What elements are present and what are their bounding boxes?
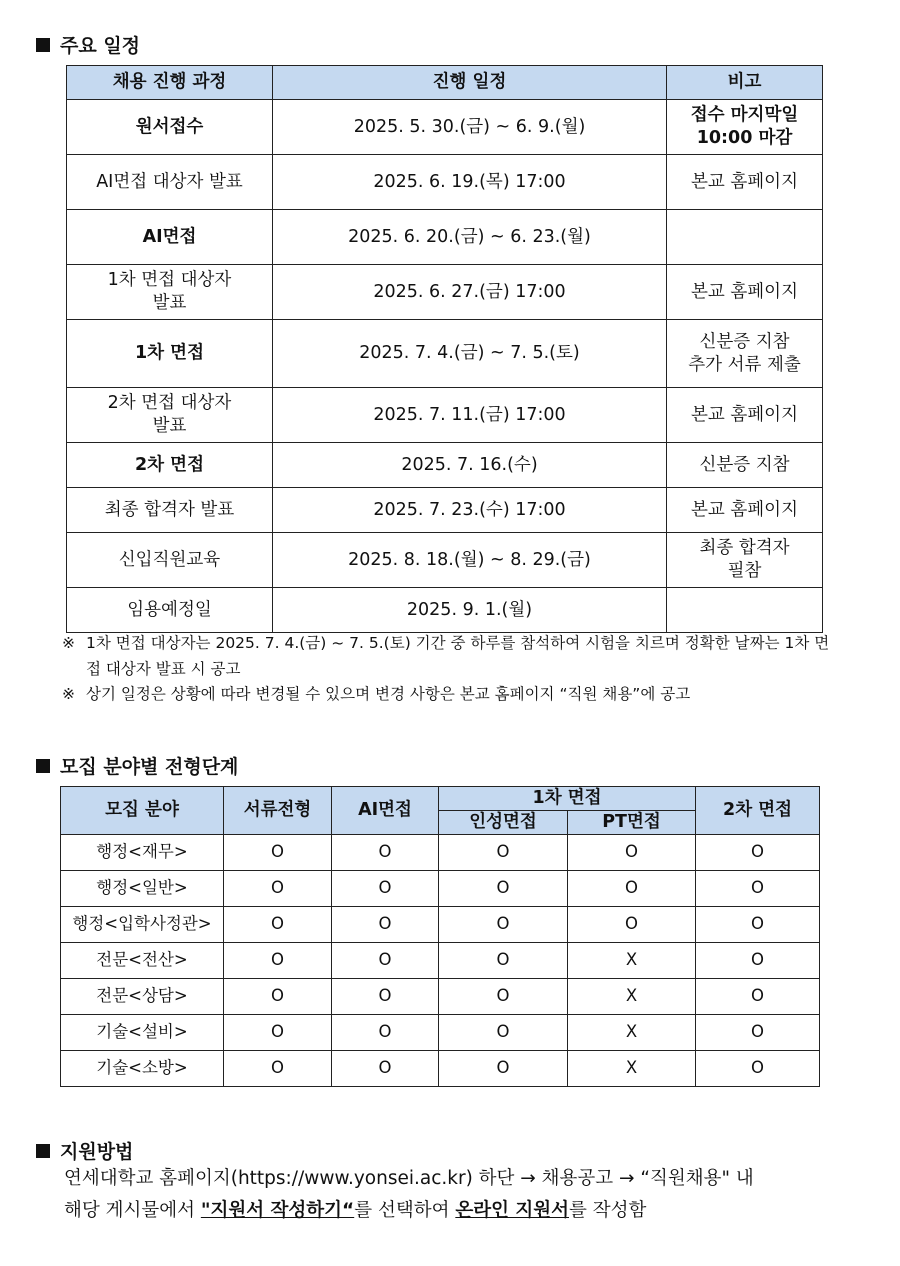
table-row [61, 978, 820, 1014]
header-second-interview: 2차 면접 [696, 787, 820, 835]
header-stage: 채용 진행 과정 [67, 66, 273, 100]
apply-line: 연세대학교 홈페이지(https://www.yonsei.ac.kr) 하단 → 채용공고 → “직원채용" 내 [64, 1168, 754, 1189]
stage-mark-cell: O [696, 1050, 820, 1086]
note-item [62, 631, 832, 682]
table-row [61, 870, 820, 906]
note-line: 본교 홈페이지 [691, 404, 798, 425]
note-line: 신분증 지참 [699, 331, 790, 352]
field-cell: 전문<전산> [61, 942, 224, 978]
square-bullet-icon [36, 38, 50, 52]
schedule-cell: 2025. 6. 20.(금) ~ 6. 23.(월) [273, 210, 667, 265]
stage-mark-cell: O [439, 978, 568, 1014]
stage-mark-cell: O [568, 870, 696, 906]
note-line: 신분증 지참 [699, 454, 790, 475]
header-note: 비고 [667, 66, 823, 100]
note-cell [667, 388, 823, 443]
table-row [67, 210, 823, 265]
header-field: 모집 분야 [61, 787, 224, 835]
stage-mark-cell: O [568, 834, 696, 870]
table-row [67, 100, 823, 155]
field-cell: 행정<입학사정관> [61, 906, 224, 942]
table-row [67, 443, 823, 488]
field-cell: 기술<소방> [61, 1050, 224, 1086]
table-header-row [67, 66, 823, 100]
note-line: 추가 서류 제출 [688, 354, 801, 375]
table-row [67, 155, 823, 210]
stage-mark-cell: O [224, 978, 332, 1014]
schedule-table [66, 65, 823, 633]
field-cell: 기술<설비> [61, 1014, 224, 1050]
field-cell: 행정<일반> [61, 870, 224, 906]
schedule-cell: 2025. 7. 4.(금) ~ 7. 5.(토) [273, 320, 667, 388]
note-line: 필참 [727, 561, 762, 581]
square-bullet-icon [36, 759, 50, 773]
apply-text: 를 작성함 [569, 1200, 647, 1222]
note-line: 본교 홈페이지 [691, 171, 798, 192]
note-cell [667, 155, 823, 210]
schedule-cell: 2025. 7. 23.(수) 17:00 [273, 488, 667, 533]
stage-cell: 신입직원교육 [67, 533, 273, 588]
note-cell [667, 265, 823, 320]
stage-mark-cell: O [332, 1050, 439, 1086]
field-cell: 전문<상담> [61, 978, 224, 1014]
square-bullet-icon [36, 1144, 50, 1158]
note-cell [667, 210, 823, 265]
schedule-cell: 2025. 9. 1.(월) [273, 588, 667, 633]
stage-mark-cell: O [696, 942, 820, 978]
stage-mark-cell: O [696, 870, 820, 906]
apply-method [64, 1163, 854, 1228]
stage-cell: 2차 면접 대상자 발표 [67, 388, 273, 443]
stage-mark-cell: O [568, 906, 696, 942]
stage-mark-cell: X [568, 978, 696, 1014]
stage-mark-cell: O [332, 978, 439, 1014]
note-mark: ※ [62, 685, 75, 704]
stage-mark-cell: O [224, 1014, 332, 1050]
table-row [67, 588, 823, 633]
note-item [62, 682, 832, 708]
online-application-link[interactable]: 온라인 지원서 [455, 1200, 569, 1222]
note-text: 상기 일정은 상황에 따라 변경될 수 있으며 변경 사항은 본교 홈페이지 “직원 채용”에 공고 [86, 685, 691, 704]
table-row [67, 488, 823, 533]
section-heading-apply [36, 1137, 133, 1164]
note-line: 최종 합격자 [699, 538, 790, 559]
stage-cell: AI면접 대상자 발표 [67, 155, 273, 210]
stage-mark-cell: X [568, 1050, 696, 1086]
stage-mark-cell: O [332, 942, 439, 978]
stage-mark-cell: O [224, 1050, 332, 1086]
stage-mark-cell: O [332, 870, 439, 906]
stage-mark-cell: O [696, 978, 820, 1014]
header-pt-interview: PT면접 [568, 810, 696, 834]
table-row [61, 1050, 820, 1086]
stage-mark-cell: O [696, 1014, 820, 1050]
stage-mark-cell: O [439, 834, 568, 870]
stage-mark-cell: O [224, 870, 332, 906]
note-text: 1차 면접 대상자는 2025. 7. 4.(금) ~ 7. 5.(토) 기간 중 하루를 참석하여 시험을 치르며 정확한 날짜는 1차 면접 대상자 발표 시 공고 [86, 634, 830, 678]
apply-line [64, 1195, 854, 1227]
apply-form-link[interactable]: "지원서 작성하기“ [200, 1200, 355, 1222]
apply-text: 해당 게시물에서 [64, 1200, 201, 1222]
note-cell [667, 100, 823, 155]
note-line: 본교 홈페이지 [691, 499, 798, 520]
header-doc: 서류전형 [224, 787, 332, 835]
section-heading-selection [36, 752, 238, 779]
stage-mark-cell: X [568, 1014, 696, 1050]
header-first-interview: 1차 면접 [439, 787, 696, 811]
section-title: 주요 일정 [60, 35, 141, 57]
stage-cell: 2차 면접 [67, 443, 273, 488]
stage-mark-cell: O [332, 834, 439, 870]
stage-mark-cell: O [696, 906, 820, 942]
stage-mark-cell: O [332, 1014, 439, 1050]
header-ai: AI면접 [332, 787, 439, 835]
stage-mark-cell: O [439, 1050, 568, 1086]
stage-mark-cell: X [568, 942, 696, 978]
schedule-cell: 2025. 6. 27.(금) 17:00 [273, 265, 667, 320]
table-row [61, 1014, 820, 1050]
stage-mark-cell: O [224, 942, 332, 978]
note-cell [667, 533, 823, 588]
stage-cell: 원서접수 [67, 100, 273, 155]
table-row [67, 265, 823, 320]
header-schedule: 진행 일정 [273, 66, 667, 100]
field-cell: 행정<재무> [61, 834, 224, 870]
stage-cell: 최종 합격자 발표 [67, 488, 273, 533]
note-mark: ※ [62, 634, 75, 652]
stage-mark-cell: O [696, 834, 820, 870]
schedule-cell: 2025. 8. 18.(월) ~ 8. 29.(금) [273, 533, 667, 588]
table-row [61, 906, 820, 942]
note-cell [667, 443, 823, 488]
note-cell [667, 588, 823, 633]
stage-mark-cell: O [439, 1014, 568, 1050]
note-cell [667, 488, 823, 533]
stage-mark-cell: O [332, 906, 439, 942]
schedule-cell: 2025. 6. 19.(목) 17:00 [273, 155, 667, 210]
table-row [67, 388, 823, 443]
stage-cell: 1차 면접 대상자 발표 [67, 265, 273, 320]
stage-mark-cell: O [439, 906, 568, 942]
selection-table [60, 786, 820, 1087]
note-line: 본교 홈페이지 [691, 281, 798, 302]
stage-mark-cell: O [439, 942, 568, 978]
table-row [67, 533, 823, 588]
section-title: 모집 분야별 전형단계 [60, 756, 239, 778]
schedule-cell: 2025. 7. 16.(수) [273, 443, 667, 488]
table-header-row [61, 787, 820, 811]
section-title: 지원방법 [60, 1141, 134, 1163]
note-line: 접수 마지막일 [690, 105, 799, 126]
table-row [61, 834, 820, 870]
header-personality-interview: 인성면접 [439, 810, 568, 834]
table-row [61, 942, 820, 978]
apply-text: 를 선택하여 [354, 1200, 456, 1222]
stage-mark-cell: O [439, 870, 568, 906]
schedule-cell: 2025. 5. 30.(금) ~ 6. 9.(월) [273, 100, 667, 155]
stage-mark-cell: O [224, 906, 332, 942]
schedule-notes [62, 631, 832, 708]
note-cell [667, 320, 823, 388]
note-line: 10:00 마감 [696, 128, 793, 148]
stage-mark-cell: O [224, 834, 332, 870]
stage-cell: 1차 면접 [67, 320, 273, 388]
table-row [67, 320, 823, 388]
stage-cell: 임용예정일 [67, 588, 273, 633]
schedule-cell: 2025. 7. 11.(금) 17:00 [273, 388, 667, 443]
stage-cell: AI면접 [67, 210, 273, 265]
section-heading-schedule [36, 31, 140, 58]
